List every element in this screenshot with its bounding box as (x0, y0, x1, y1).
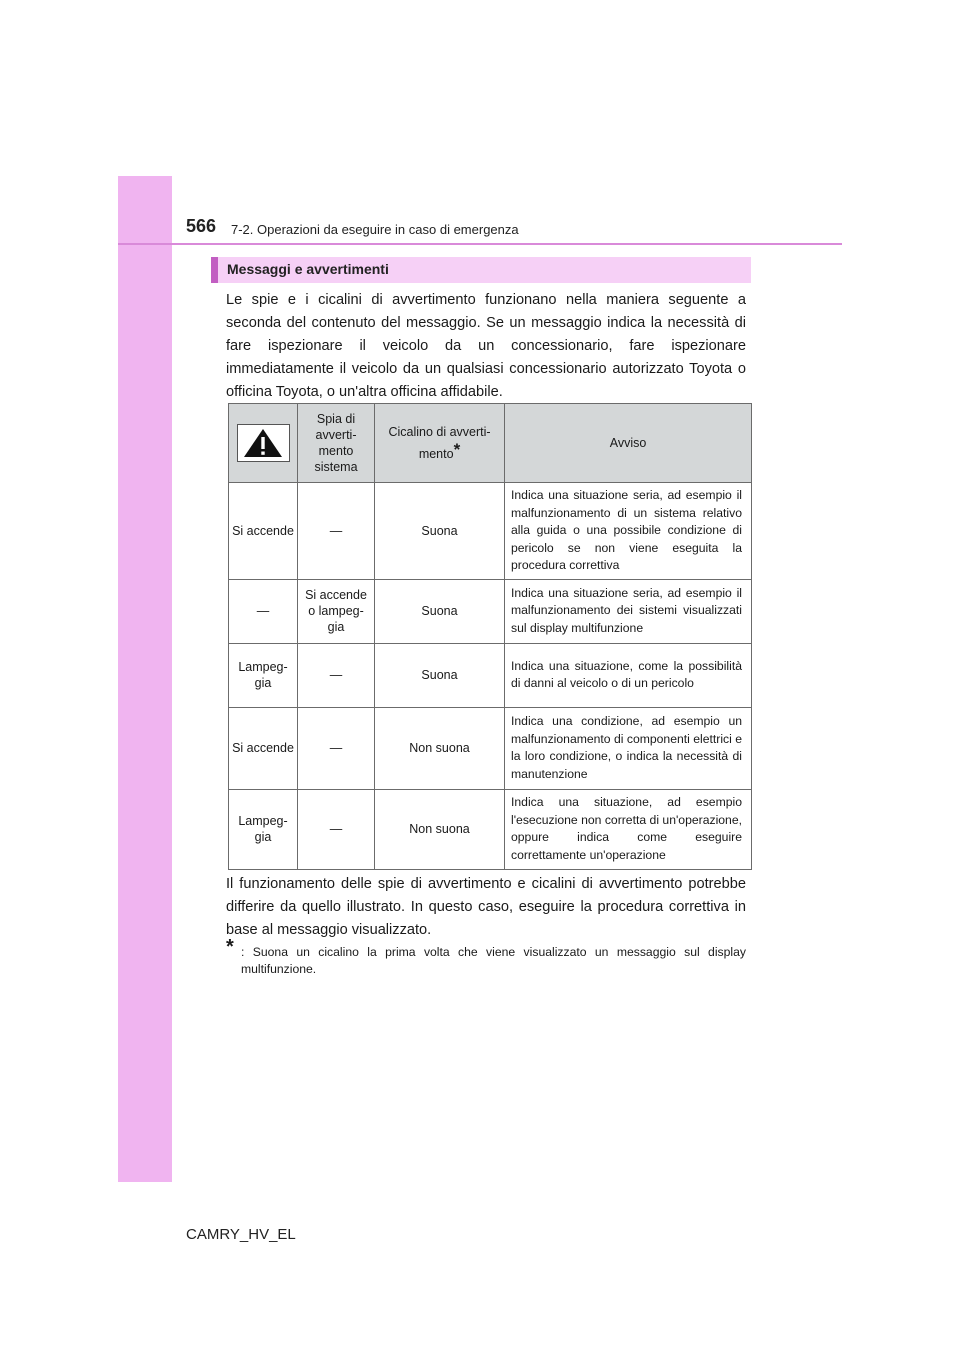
table-header-row (229, 404, 752, 483)
table-cell: Si accende (229, 483, 298, 580)
table-cell: Si accende o lampeg-gia (298, 579, 375, 643)
warning-table (228, 403, 752, 870)
table-row (229, 483, 752, 580)
header-warning-buzzer: Cicalino di avverti-mento* (375, 404, 505, 483)
table-row (229, 707, 752, 789)
document-id: CAMRY_HV_EL (186, 1226, 296, 1243)
table-cell: Lampeg-gia (229, 643, 298, 707)
header-rule (118, 243, 842, 245)
table-cell: Suona (375, 483, 505, 580)
table-cell: Suona (375, 579, 505, 643)
after-table-paragraph: Il funzionamento delle spie di avvertimento e cicalini di avvertimento potrebbe differire da quello illustrato. In questo caso, eseguire la procedura correttiva in base al messaggio visualizzato. (226, 876, 746, 938)
intro-paragraph: Le spie e i cicalini di avvertimento funzionano nella maniera seguente a seconda del contenuto del messaggio. Se un messaggio indica la necessità di fare ispezionare il veicolo da un concessionario, fare ispezionare immediatamente il veicolo da un qualsiasi concessionario autorizzato Toyota o officina Toyota, o un'altra officina affidabile. (226, 292, 746, 400)
section-title: Messaggi e avvertimenti (227, 261, 389, 277)
running-head: 7-2. Operazioni da eseguire in caso di emergenza (231, 222, 519, 237)
warning-triangle-icon (237, 424, 290, 462)
section-heading-accent (211, 257, 218, 283)
side-tab-bar (118, 176, 172, 1182)
table-cell: — (298, 643, 375, 707)
footnote-text: : Suona un cicalino la prima volta che viene visualizzato un messaggio sul display multifunzione. (241, 945, 746, 976)
table-cell: Lampeg-gia (229, 789, 298, 869)
table-cell: — (298, 707, 375, 789)
table-row (229, 643, 752, 707)
header-icon-cell (229, 404, 298, 483)
table-cell: Non suona (375, 707, 505, 789)
footnote-mark: * (453, 439, 461, 459)
table-row (229, 789, 752, 869)
table-cell: — (298, 483, 375, 580)
table-cell: — (298, 789, 375, 869)
table-cell: Indica una situazione, ad esempio l'esecuzione non corretta di un'operazione, oppure indica come eseguire correttamente un'operazione (505, 789, 752, 869)
footnote (226, 936, 746, 978)
header-system-warning-light: Spia di avverti-mento sistema (298, 404, 375, 483)
section-heading (211, 257, 751, 283)
table-cell: Si accende (229, 707, 298, 789)
header-notice: Avviso (505, 404, 752, 483)
table-cell: Suona (375, 643, 505, 707)
table-cell: Indica una situazione seria, ad esempio il malfunzionamento di un sistema relativo alla guida o una possibile condizione di pericolo se non viene eseguita la procedura correttiva (505, 483, 752, 580)
page-number: 566 (186, 216, 217, 236)
footnote-star: * (226, 936, 234, 958)
table-cell: Non suona (375, 789, 505, 869)
table-cell: Indica una situazione, come la possibilità di danni al veicolo o di un pericolo (505, 643, 752, 707)
table-cell: — (229, 579, 298, 643)
table-row (229, 579, 752, 643)
table-cell: Indica una condizione, ad esempio un malfunzionamento di componenti elettrici e la loro condizione, o indica la necessità di manutenzione (505, 707, 752, 789)
table-cell: Indica una situazione seria, ad esempio il malfunzionamento dei sistemi visualizzati sul display multifunzione (505, 579, 752, 643)
